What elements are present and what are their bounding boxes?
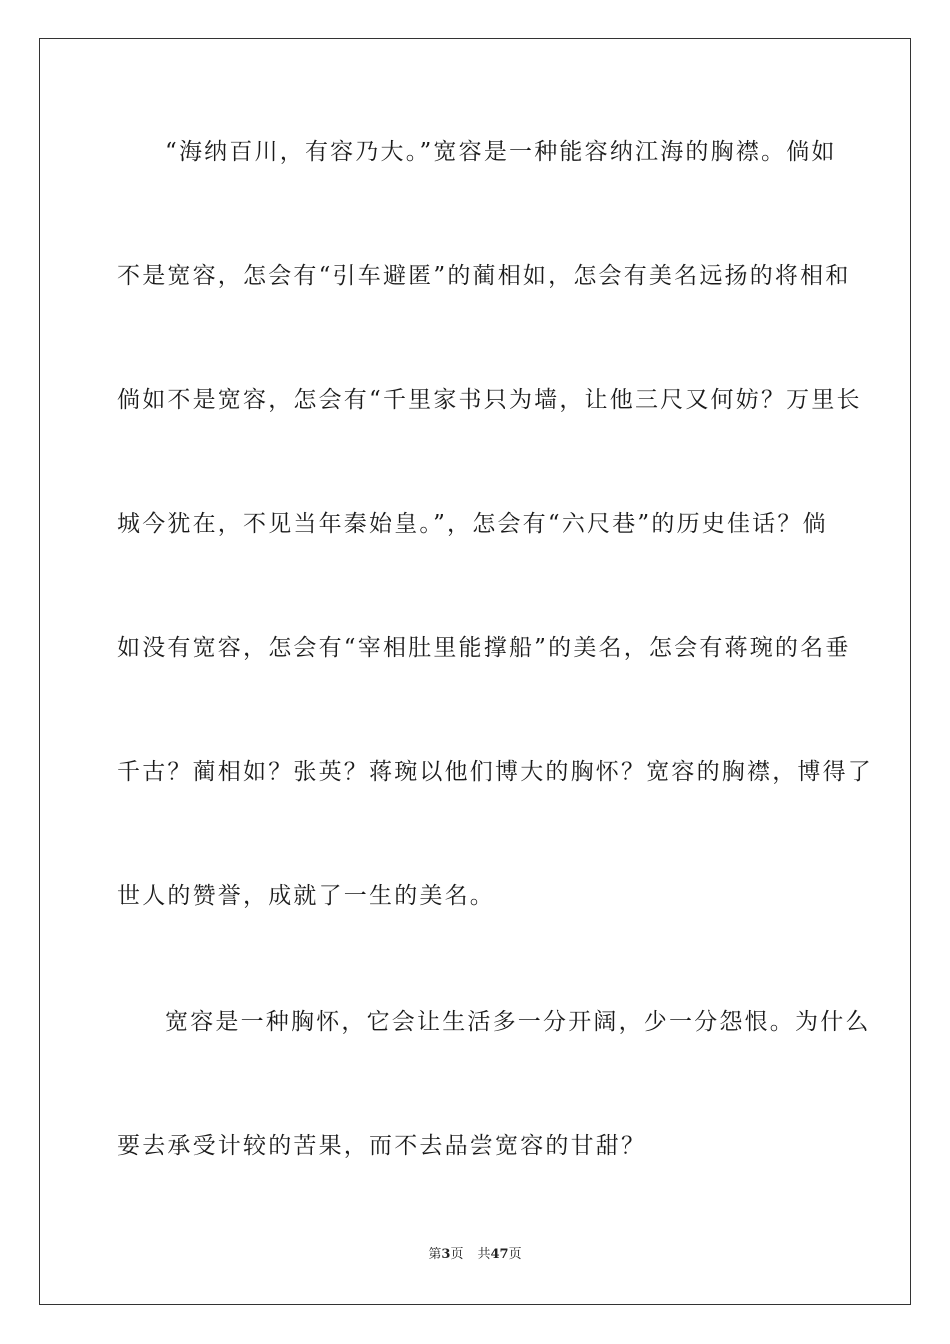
- page-footer: [0, 1246, 950, 1264]
- page-border: [39, 38, 911, 1305]
- paragraph-line: 不是宽容，怎会有“引车避匿”的蔺相如，怎会有美名远扬的将相和: [117, 263, 851, 289]
- paragraph-line: 城今犹在，不见当年秦始皇。”，怎会有“六尺巷”的历史佳话？倘: [117, 511, 828, 537]
- page-number: 3: [441, 1247, 451, 1262]
- total-pages: 47: [490, 1247, 509, 1262]
- total-suffix: 页: [508, 1247, 522, 1262]
- paragraph-line: 世人的赞誉，成就了一生的美名。: [117, 883, 495, 909]
- page-suffix: 页: [450, 1247, 464, 1262]
- paragraph-line: 如没有宽容，怎会有“宰相肚里能撑船”的美名，怎会有蒋琬的名垂: [117, 635, 851, 661]
- paragraph-line: 要去承受计较的苦果，而不去品尝宽容的甘甜？: [117, 1133, 647, 1159]
- paragraph-line: “海纳百川，有容乃大。”宽容是一种能容纳江海的胸襟。倘如: [165, 139, 837, 165]
- total-prefix: 共: [477, 1247, 491, 1262]
- paragraph-line: 倘如不是宽容，怎会有“千里家书只为墙，让他三尺又何妨？万里长: [117, 387, 862, 413]
- page-prefix: 第: [428, 1247, 442, 1262]
- paragraph-line: 千古？蔺相如？张英？蒋琬以他们博大的胸怀？宽容的胸襟，博得了: [117, 759, 873, 785]
- paragraph-line: 宽容是一种胸怀，它会让生活多一分开阔，少一分怨恨。为什么: [165, 1009, 871, 1035]
